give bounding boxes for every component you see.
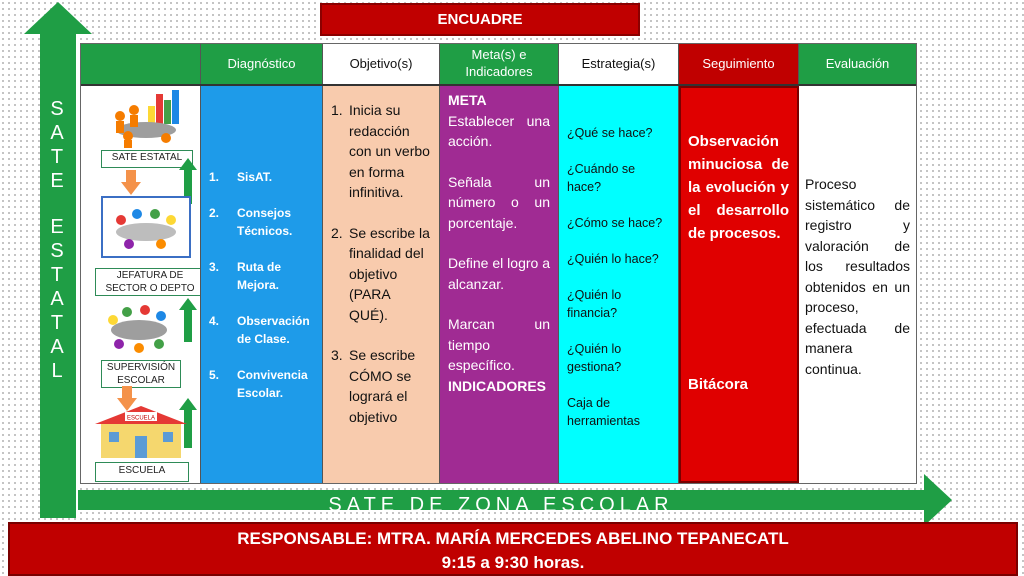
footer (8, 522, 1018, 576)
meta-text-2: Señala un número o un porcentaje. (448, 173, 550, 231)
seguimiento-column (679, 86, 799, 483)
school-icon (95, 406, 187, 458)
bitacora-label: Bitácora (688, 376, 749, 393)
vertical-letter: A (50, 122, 66, 144)
meeting-picture (101, 196, 191, 258)
down-arrow-icon (121, 170, 141, 196)
diagnostico-list (209, 168, 316, 402)
meta-label: META (448, 92, 487, 108)
meta-column (440, 86, 559, 483)
estrategia-item: ¿Cuándo se hace? (567, 162, 636, 194)
estrategia-item: Caja de herramientas (567, 396, 640, 428)
diagnostico-item: 2. Consejos Técnicos. (209, 206, 293, 238)
estrategia-item: ¿Quién lo hace? (567, 252, 659, 266)
levels-column (81, 86, 201, 483)
diagnostico-item: 3. Ruta de Mejora. (209, 260, 282, 292)
estrategia-list (567, 124, 672, 430)
indicadores-label: INDICADORES (448, 377, 547, 394)
label-jefatura: JEFATURA DE SECTOR O DEPTO (95, 268, 201, 296)
footer-responsable: RESPONSABLE: MTRA. MARÍA MERCEDES ABELINO TEPANECATL (237, 529, 789, 548)
label-escuela: ESCUELA (95, 462, 189, 482)
estrategia-column (559, 86, 679, 483)
vertical-letter: S (50, 240, 66, 262)
vertical-letter: T (50, 146, 66, 168)
vertical-letter: T (50, 264, 66, 286)
estrategia-item: ¿Quién lo gestiona? (567, 342, 622, 374)
diagnostico-item: 1. SisAT. (209, 170, 273, 184)
meta-text-4: Marcan un tiempo específico. (448, 316, 550, 373)
footer-time: 9:15 a 9:30 horas. (441, 553, 585, 572)
header-diagnostico: Diagnóstico (201, 44, 323, 84)
objetivo-item: 1. Inicia su redacción con un verbo en forma infinitiva. (331, 102, 430, 200)
school-sign: ESCUELA (126, 415, 156, 422)
objetivo-item: 2. Se escribe la finalidad del objetivo (PARA QUÉ). (331, 224, 430, 323)
meeting-icon (103, 198, 189, 256)
encuadre-table (80, 43, 917, 484)
header-seguimiento: Seguimiento (679, 44, 799, 84)
evaluacion-column (799, 86, 916, 483)
seguimiento-text: Observación minuciosa de la evolución y el desarrollo de procesos. (688, 133, 789, 242)
vertical-letter: T (50, 312, 66, 334)
label-supervision: SUPERVISIÓN ESCOLAR (101, 360, 181, 388)
supervision-meeting-icon (99, 298, 179, 358)
header-objetivo: Objetivo(s) (323, 44, 440, 84)
objetivo-list (331, 100, 431, 427)
up-arrow-icon (179, 298, 197, 342)
estrategia-item: ¿Cómo se hace? (567, 216, 663, 230)
arrow-text: SATE DE ZONA ESCOLAR (328, 494, 674, 516)
objetivo-item: 3. Se escribe CÓMO se logrará el objetivo (331, 347, 416, 425)
diagnostico-item: 5. Convivencia Escolar. (209, 368, 308, 400)
objetivo-column (323, 86, 440, 483)
title-box (320, 3, 640, 36)
label-sate-estatal: SATE ESTATAL (101, 150, 193, 168)
diagnostico-item: 4. Observación de Clase. (209, 314, 310, 346)
vertical-label (40, 97, 76, 383)
vertical-letter: E (50, 216, 66, 238)
estrategia-item: ¿Quién lo financia? (567, 288, 622, 320)
vertical-letter: S (50, 98, 66, 120)
meta-text-1: Establecer una acción. (448, 112, 550, 149)
evaluacion-text: Proceso sistemático de registro y valoración de los resultados obtenidos en un proceso, efectuada de manera continua. (805, 176, 910, 377)
header-estrategia: Estrategia(s) (559, 44, 679, 84)
header-evaluacion: Evaluación (799, 44, 916, 84)
header-empty (81, 44, 201, 84)
page-title: ENCUADRE (437, 11, 523, 28)
vertical-letter: L (51, 360, 65, 382)
vertical-word-sate (40, 97, 76, 193)
team-chart-icon (106, 88, 186, 148)
vertical-word-estatal (40, 215, 76, 383)
header-meta: Meta(s) e Indicadores (440, 44, 559, 84)
vertical-letter: E (50, 170, 66, 192)
vertical-letter: A (50, 336, 66, 358)
meta-text-3: Define el logro a alcanzar. (448, 255, 550, 292)
diagnostico-column (201, 86, 323, 483)
vertical-letter: A (50, 288, 66, 310)
estrategia-item: ¿Qué se hace? (567, 126, 653, 140)
